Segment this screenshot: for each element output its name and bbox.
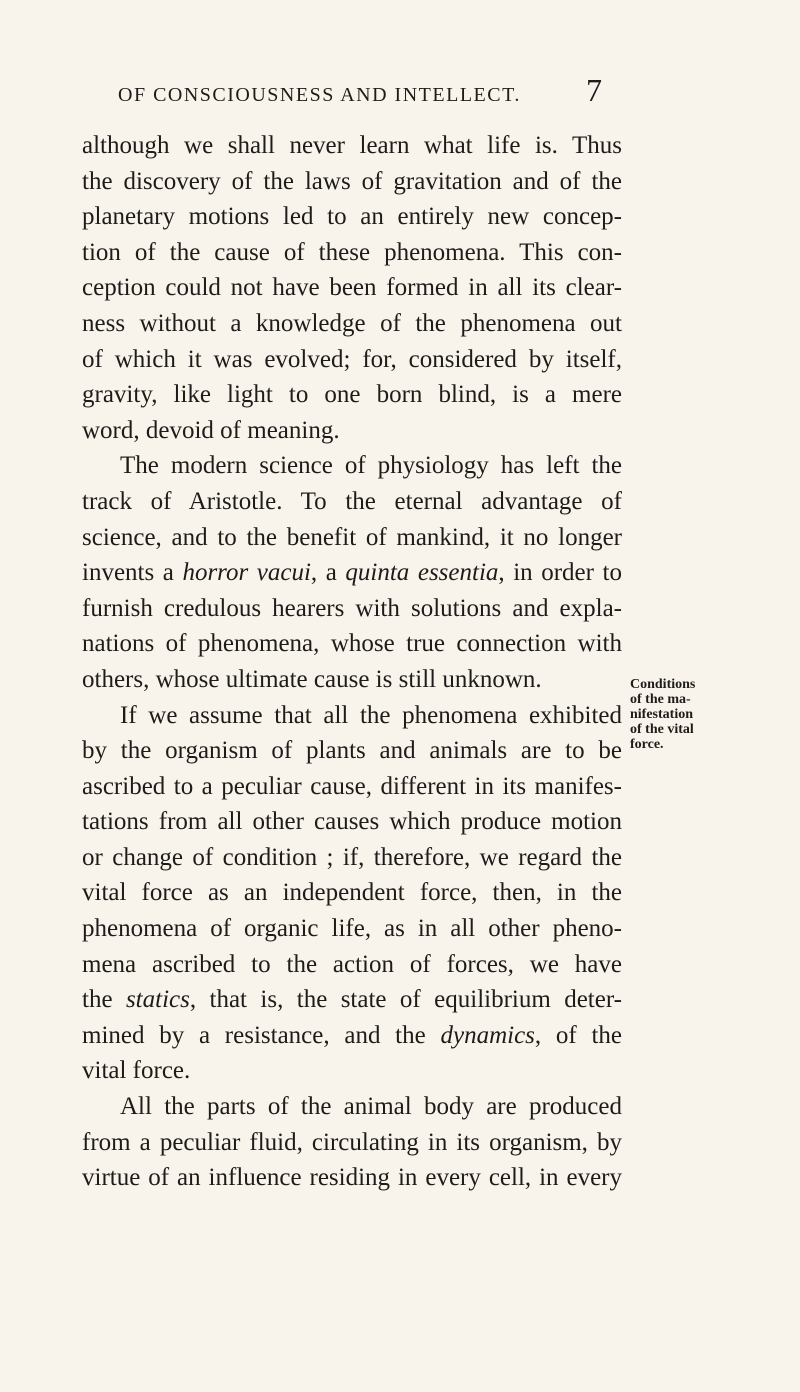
margin-note-line: Conditions (630, 677, 696, 692)
text-line: of which it was evolved; for, considered by itself, (82, 345, 622, 373)
text-line: All the parts of the animal body are produced (120, 1093, 622, 1121)
text-line: The modern science of physiology has left the (120, 452, 622, 480)
text-line: If we assume that all the phenomena exhibited (120, 701, 622, 729)
text-line: science, and to the benefit of mankind, it no longer (82, 523, 622, 551)
page-number: 7 (586, 72, 602, 108)
text-line: the discovery of the laws of gravitation and of the (82, 167, 622, 195)
body-text (82, 128, 622, 1196)
text-line: mena ascribed to the action of forces, we have (82, 950, 622, 978)
text-line: by the organism of plants and animals are to be (82, 737, 622, 765)
text-line: others, whose ultimate cause is still unknown. (82, 665, 542, 693)
margin-note-line: force. (630, 737, 664, 752)
margin-note-line: of the vital (630, 722, 694, 737)
text-line: phenomena of organic life, as in all other pheno- (82, 915, 622, 943)
text-line: vital force. (82, 1057, 191, 1085)
margin-note-line: nifestation (630, 707, 693, 722)
text-line: track of Aristotle. To the eternal advantage of (82, 487, 622, 515)
running-head: OF CONSCIOUSNESS AND INTELLECT. (118, 84, 521, 106)
margin-note-line: of the ma- (630, 692, 691, 707)
text-line: ception could not have been formed in all its clear- (82, 274, 622, 302)
text-line: mined by a resistance, and the dynamics, of the (82, 1021, 622, 1049)
text-line: the statics, that is, the state of equilibrium deter- (82, 986, 622, 1014)
margin-note (630, 677, 730, 752)
text-line: from a peculiar fluid, circulating in its organism, by (82, 1128, 622, 1156)
text-line: tations from all other causes which produce motion (82, 808, 622, 836)
text-line: tion of the cause of these phenomena. This con- (82, 238, 622, 266)
text-line: planetary motions led to an entirely new concep- (82, 203, 622, 231)
text-line: gravity, like light to one born blind, is a mere (82, 381, 622, 409)
text-line: nations of phenomena, whose true connection with (82, 630, 622, 658)
text-line: furnish credulous hearers with solutions and expla- (82, 594, 622, 622)
text-line: invents a horror vacui, a quinta essentia, in order to (82, 559, 622, 587)
text-line: although we shall never learn what life is. Thus (82, 132, 622, 159)
text-line: or change of condition ; if, therefore, we regard the (82, 843, 622, 871)
text-line: ascribed to a peculiar cause, different in its manifes- (82, 772, 622, 800)
text-line: ness without a knowledge of the phenomena out (82, 309, 622, 337)
text-line: vital force as an independent force, then, in the (82, 879, 622, 907)
text-line: virtue of an influence residing in every cell, in every (82, 1164, 622, 1192)
text-line: word, devoid of meaning. (82, 416, 340, 444)
